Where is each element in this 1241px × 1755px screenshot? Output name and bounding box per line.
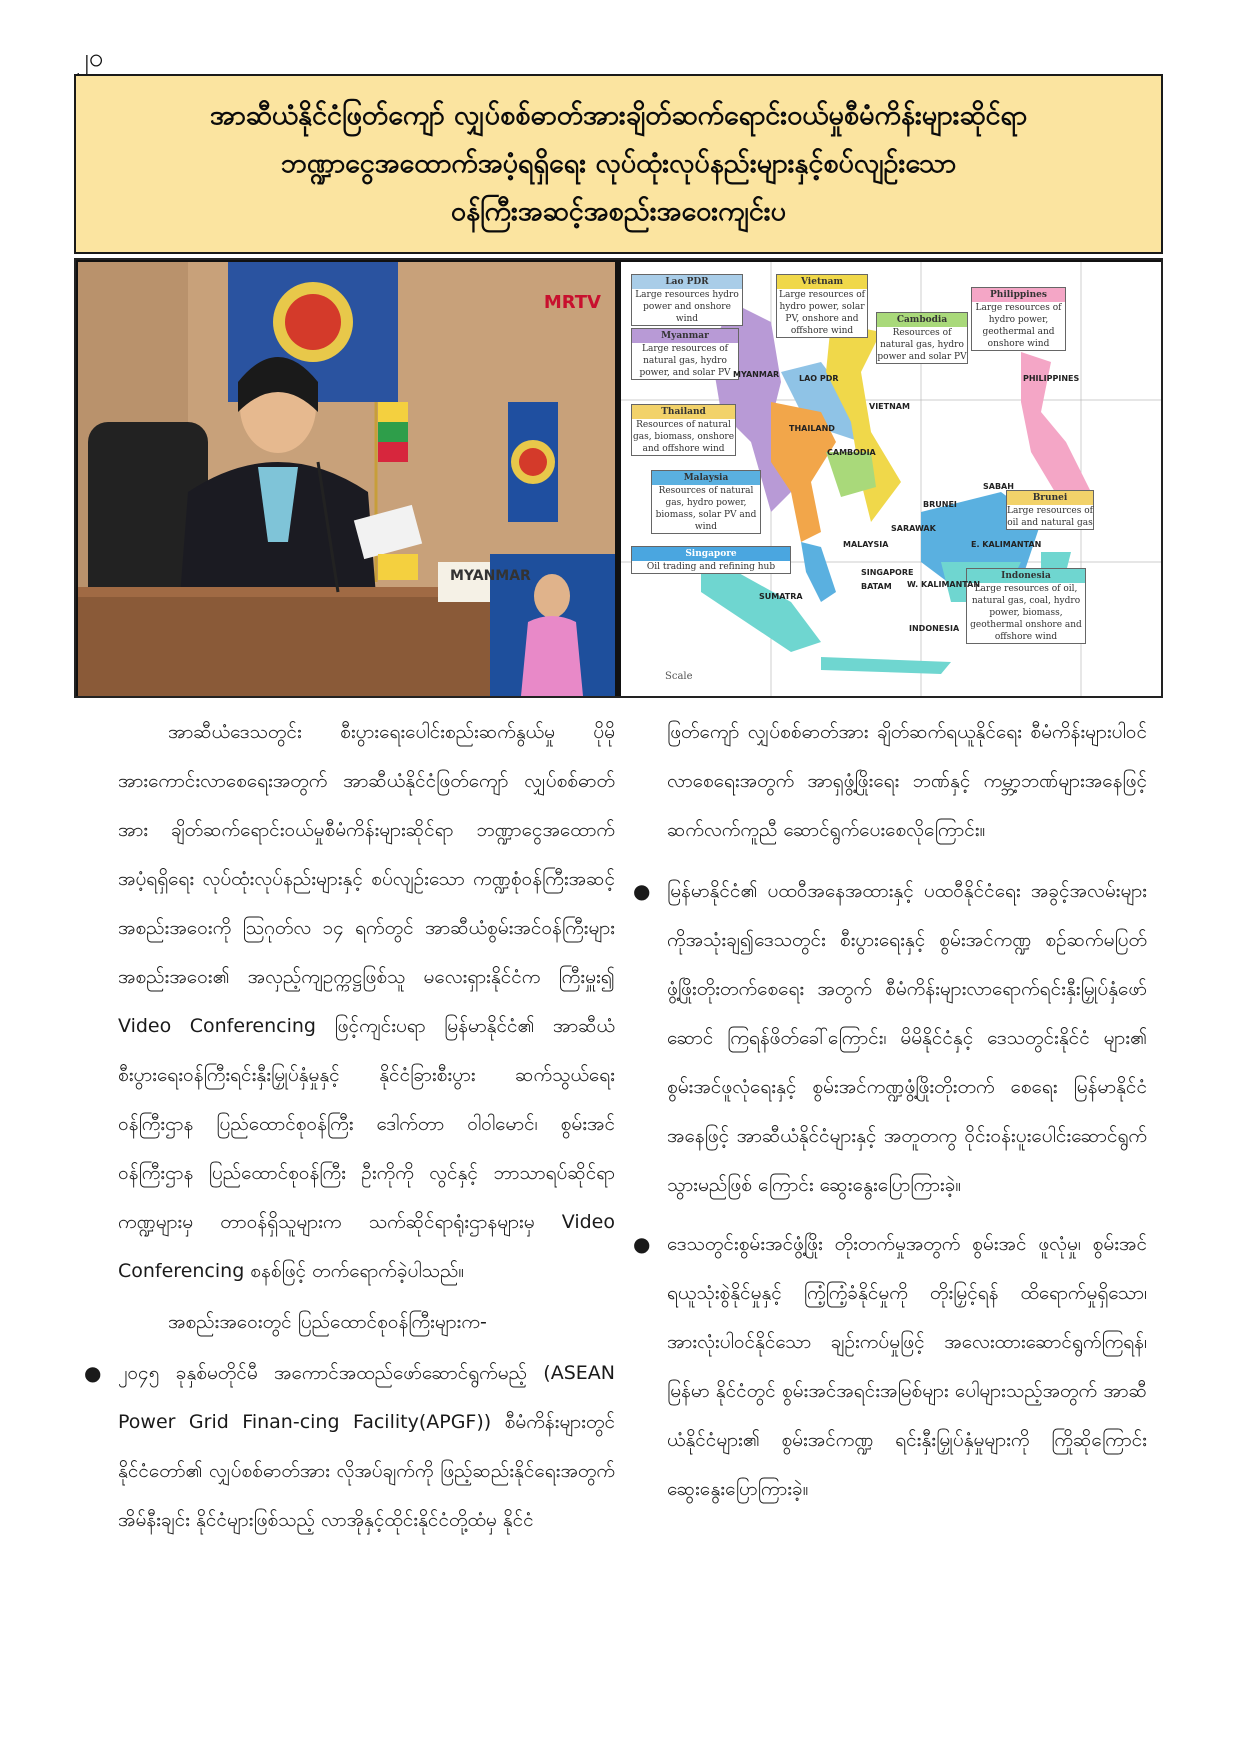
bullet-text-3: ဒေသတွင်းစွမ်းအင်ဖွံ့ဖြိုး တိုးတက်မှုအတွက် စွမ်းအင် ဖူလုံမှု၊ စွမ်းအင်ရယူသုံးစွဲနိုင်မှုနှင့် ကြံ့ကြံ့ခံနိုင်မှုကို တိုးမြှင့်ရန် ထိရောက်မှုရှိသော၊ အားလုံးပါဝင်နိုင်သော ချဉ်းကပ်မှုဖြင့် အလေးထားဆောင်ရွက်ကြရန်၊ မြန်မာ နိုင်ငံတွင် စွမ်းအင်အရင်းအမြစ်များ ပေါများသည့်အတွက် အာဆီယံနိုင်ငံများ၏ စွမ်းအင်ကဏ္ဍ ရင်းနှီးမြှုပ်နှံမှုများကို ကြိုဆိုကြောင်း ဆွေးနွေးပြောကြားခဲ့။ [667,1233,1147,1500]
bullet-text-1: ၂၀၄၅ ခုနှစ်မတိုင်မီ အကောင်အထည်ဖော်ဆောင်ရွက်မည့် (ASEAN Power Grid Finan-cing Facility(APGF)) စီမံကိန်းများတွင် နိုင်ငံတော်၏ လျှပ်စစ်ဓာတ်အား လိုအပ်ချက်ကို ဖြည့်ဆည်းနိုင်ရေးအတွက် အိမ်နီးချင်း နိုင်ငံများဖြစ်သည့် လာအိုနှင့်ထိုင်းနိုင်ငံတို့ထံမှ နိုင်ငံ [118,1362,615,1531]
map-box-philippines: Philippines Large resources of hydro power, geothermal and onshore wind [971,287,1066,351]
label-sarawak: SARAWAK [891,524,936,533]
headline-line-1: အာဆီယံနိုင်ငံဖြတ်ကျော် လျှပ်စစ်ဓာတ်အားချိတ်ဆက်ရောင်းဝယ်မှုစီမံကိန်းများဆိုင်ရာ [209,100,1028,131]
map-box-singapore: Singapore Oil trading and refining hub [631,546,791,574]
label-myanmar: MYANMAR [733,370,780,379]
label-ekalimantan: E. KALIMANTAN [971,540,1042,549]
label-brunei: BRUNEI [923,500,957,509]
label-philippines: PHILIPPINES [1023,374,1080,383]
label-cambodia: CAMBODIA [827,448,876,457]
label-wkalimantan: W. KALIMANTAN [907,580,981,589]
map-box-myanmar: Myanmar Large resources of natural gas, hydro power, and solar PV [631,328,739,380]
bullet-icon: ● [633,879,651,903]
left-column [84,708,615,1555]
bullet-item-1 [84,1349,615,1545]
label-vietnam: VIETNAM [869,402,910,411]
map-box-indonesia: Indonesia Large resources of oil, natural gas, coal, hydro power, biomass, geothermal onshore and offshore wind [966,568,1086,644]
map-box-vietnam: Vietnam Large resources of hydro power, solar PV, onshore and offshore wind [776,274,868,338]
map-box-malaysia: Malaysia Resources of natural gas, hydro power, biomass, solar PV and wind [651,470,761,534]
intro-paragraph: အာဆီယံဒေသတွင်း စီးပွားရေးပေါင်းစည်းဆက်နွယ်မှု ပိုမိုအားကောင်းလာစေရေးအတွက် အာဆီယံနိုင်ငံဖြတ်ကျော် လျှပ်စစ်ဓာတ်အား ချိတ်ဆက်ရောင်းဝယ်မှုစီမံကိန်းများဆိုင်ရာ ဘဏ္ဍာငွေအထောက်အပံ့ရရှိရေး လုပ်ထုံးလုပ်နည်းများနှင့် စပ်လျဉ်းသော ကဏ္ဍစုံဝန်ကြီးအဆင့်အစည်းအဝေးကို ဩဂုတ်လ ၁၄ ရက်တွင် အာဆီယံစွမ်းအင်ဝန်ကြီးများ အစည်းအဝေး၏ အလှည့်ကျဥက္ကဋ္ဌဖြစ်သူ မလေးရှားနိုင်ငံက ကြီးမှူး၍ Video Conferencing ဖြင့်ကျင်းပရာ မြန်မာနိုင်ငံ၏ အာဆီယံစီးပွားရေးဝန်ကြီးရင်းနှီးမြှုပ်နှံမှုနှင့် နိုင်ငံခြားစီးပွား ဆက်သွယ်ရေးဝန်ကြီးဌာန ပြည်ထောင်စုဝန်ကြီး ဒေါက်တာ ဝါဝါမောင်၊ စွမ်းအင်ဝန်ကြီးဌာန ပြည်ထောင်စုဝန်ကြီး ဦးကိုကို လွင်နှင့် ဘာသာရပ်ဆိုင်ရာကဏ္ဍများမှ တာဝန်ရှိသူများက သက်ဆိုင်ရာရုံးဌာနများမှ Video Conferencing စနစ်ဖြင့် တက်ရောက်ခဲ့ပါသည်။ [118,721,615,1282]
headline-box [74,74,1163,254]
bullet-item-2 [633,867,1147,1210]
meeting-photo-illustration [78,262,615,696]
label-singapore: SINGAPORE [861,568,914,577]
lead-paragraph: အစည်းအဝေးတွင် ပြည်ထောင်စုဝန်ကြီးများက- [168,1311,487,1333]
bullet-text-2: မြန်မာနိုင်ငံ၏ ပထဝီအနေအထားနှင့် ပထဝီနိုင်ငံရေး အခွင့်အလမ်းများကိုအသုံးချ၍ဒေသတွင်း စီးပွားရေးနှင့် စွမ်းအင်ကဏ္ဍ စဉ်ဆက်မပြတ်ဖွံ့ဖြိုးတိုးတက်စေရေး အတွက် စီမံကိန်းများလာရောက်ရင်းနှီးမြှုပ်နှံဖော်ဆောင် ကြရန်ဖိတ်ခေါ်ကြောင်း၊ မိမိနိုင်ငံနှင့် ဒေသတွင်းနိုင်ငံ များ၏ စွမ်းအင်ဖူလုံရေးနှင့် စွမ်းအင်ကဏ္ဍဖွံ့ဖြိုးတိုးတက် စေရေး မြန်မာနိုင်ငံအနေဖြင့် အာဆီယံနိုင်ငံများနှင့် အတူတကွ ဝိုင်းဝန်းပူးပေါင်းဆောင်ရွက်သွားမည်ဖြစ် ကြောင်း ဆွေးနွေးပြောကြားခဲ့။ [667,880,1147,1196]
map-box-thailand: Thailand Resources of natural gas, biomass, onshore and offshore wind [631,404,736,456]
label-sabah: SABAH [983,482,1014,491]
bullet-item-3 [633,1220,1147,1514]
headline-line-2: ဘဏ္ဍာငွေအထောက်အပံ့ရရှိရေး လုပ်ထုံးလုပ်နည်းများနှင့်စပ်လျဉ်းသော [280,148,957,179]
label-sumatra: SUMATRA [759,592,803,601]
right-column [633,708,1147,1524]
label-malaysia: MALAYSIA [843,540,889,549]
continuation-paragraph: ဖြတ်ကျော် လျှပ်စစ်ဓာတ်အား ချိတ်ဆက်ရယူနိုင်ရေး စီမံကိန်းများပါဝင်လာစေရေးအတွက် အာရှဖွံ့ဖြိုးရေး ဘဏ်နှင့် ကမ္ဘာ့ဘဏ်များအနေဖြင့် ဆက်လက်ကူညီ ဆောင်ရွက်ပေးစေလိုကြောင်း။ [667,721,1147,841]
label-thailand: THAILAND [789,424,835,433]
map-scale: Scale [665,671,693,682]
map-box-cambodia: Cambodia Resources of natural gas, hydro power and solar PV [876,312,968,364]
label-indonesia: INDONESIA [909,624,960,633]
map-box-lao: Lao PDR Large resources hydro power and onshore wind [631,274,743,326]
figure-panel [74,258,1163,698]
label-batam: BATAM [861,582,892,591]
bullet-icon: ● [633,1232,651,1256]
headline-line-3: ဝန်ကြီးအဆင့်အစည်းအဝေးကျင်းပ [450,196,787,227]
meeting-photo [78,262,615,696]
asean-resource-map [621,262,1161,696]
bullet-icon: ● [84,1361,102,1385]
label-lao: LAO PDR [799,374,839,383]
page-number: ၂၀ [76,43,104,73]
mrtv-logo: MRTV [543,292,601,313]
map-box-brunei: Brunei Large resources of oil and natural gas [1006,490,1094,530]
nameplate-text: MYANMAR [450,568,531,584]
